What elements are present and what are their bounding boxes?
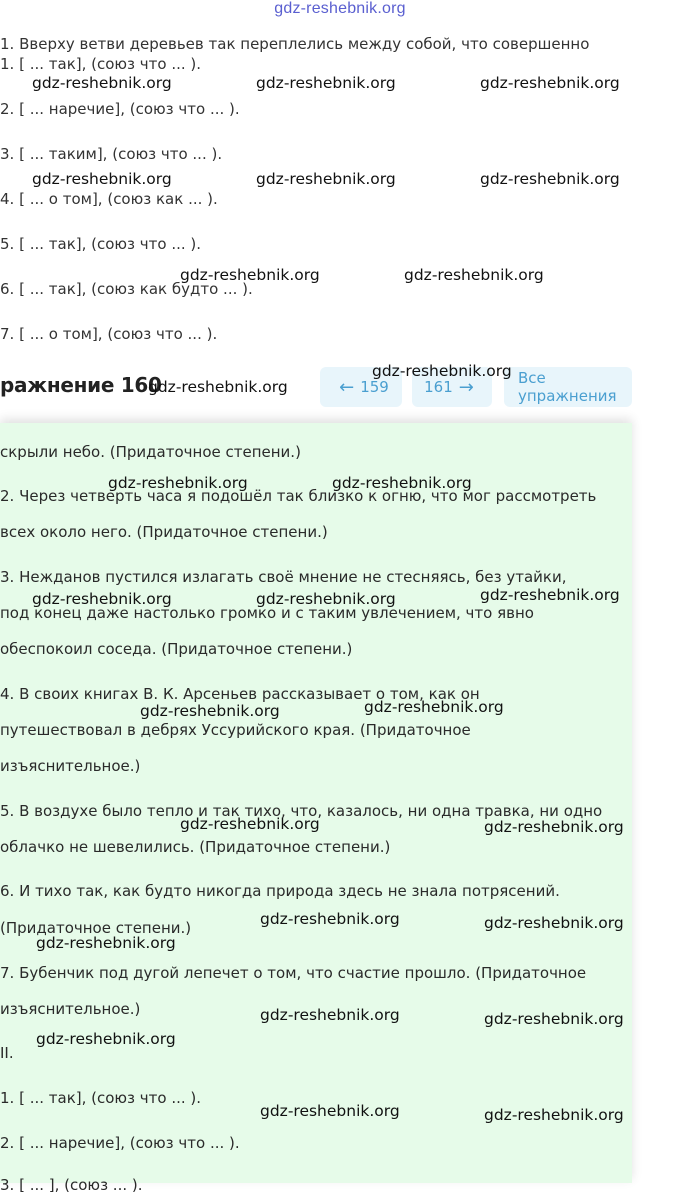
watermark: gdz-reshebnik.org <box>180 815 320 833</box>
watermark: gdz-reshebnik.org <box>32 74 172 92</box>
answer-line: 4. В своих книгах В. К. Арсеньев рассказывает о том, как он <box>0 685 480 703</box>
answer-line: скрыли небо. (Придаточное степени.) <box>0 443 301 461</box>
watermark: gdz-reshebnik.org <box>256 590 396 608</box>
all-exercises-button[interactable] <box>504 367 632 407</box>
scheme-line: 2. [ ... наречие], (союз что ... ). <box>0 1134 240 1152</box>
watermark: gdz-reshebnik.org <box>32 590 172 608</box>
arrow-right-icon: → <box>458 376 474 398</box>
watermark: gdz-reshebnik.org <box>480 170 620 188</box>
watermark: gdz-reshebnik.org <box>484 818 624 836</box>
exercise-title: ражнение 160 <box>0 373 162 397</box>
answer-line: 6. И тихо так, как будто никогда природа здесь не знала потрясений. <box>0 882 560 900</box>
watermark: gdz-reshebnik.org <box>332 474 472 492</box>
watermark: gdz-reshebnik.org <box>108 474 248 492</box>
watermark: gdz-reshebnik.org <box>484 1106 624 1124</box>
answer-line: изъяснительное.) <box>0 1000 141 1018</box>
prev-exercise-label: 159 <box>360 378 389 396</box>
watermark: gdz-reshebnik.org <box>372 362 512 380</box>
watermark: gdz-reshebnik.org <box>480 586 620 604</box>
watermark: gdz-reshebnik.org <box>480 74 620 92</box>
watermark: gdz-reshebnik.org <box>260 910 400 928</box>
next-exercise-label: 161 <box>424 378 453 396</box>
watermark: gdz-reshebnik.org <box>148 378 288 396</box>
answer-line: под конец даже настолько громко и с таким увлечением, что явно <box>0 604 534 622</box>
scheme-line: 6. [ ... так], (союз как будто ... ). <box>0 280 253 298</box>
site-logo-text[interactable]: gdz-reshebnik.org <box>274 0 406 17</box>
scheme-line: 3. [ ... таким], (союз что ... ). <box>0 145 223 163</box>
answer-line: обеспокоил соседа. (Придаточное степени.) <box>0 640 353 658</box>
answer-line: (Придаточное степени.) <box>0 919 192 937</box>
scheme-line: 5. [ ... так], (союз что ... ). <box>0 235 202 253</box>
section-numeral: II. <box>0 1044 14 1062</box>
answer-line: 7. Бубенчик под дугой лепечет о том, что счастие прошло. (Придаточное <box>0 964 587 982</box>
answer-line: 5. В воздухе было тепло и так тихо, что, казалось, ни одна травка, ни одно <box>0 802 603 820</box>
cropped-text-line: 3. [ ... ], (союз ... ). <box>0 1176 143 1194</box>
answer-line: путешествовал в дебрях Уссурийского края. (Придаточное <box>0 721 471 739</box>
all-exercises-label: Все упражнения <box>518 369 617 405</box>
watermark: gdz-reshebnik.org <box>36 934 176 952</box>
answer-line: облачко не шевелились. (Придаточное степени.) <box>0 838 391 856</box>
watermark: gdz-reshebnik.org <box>404 266 544 284</box>
watermark: gdz-reshebnik.org <box>484 914 624 932</box>
watermark: gdz-reshebnik.org <box>180 266 320 284</box>
scheme-line: 1. [ ... так], (союз что ... ). <box>0 1089 202 1107</box>
answer-line: 3. Нежданов пустился излагать своё мнение не стесняясь, без утайки, <box>0 568 567 586</box>
arrow-left-icon: ← <box>339 376 355 398</box>
scheme-line: 7. [ ... о том], (союз что ... ). <box>0 325 218 343</box>
watermark: gdz-reshebnik.org <box>256 74 396 92</box>
scheme-line: 2. [ ... наречие], (союз что ... ). <box>0 100 240 118</box>
watermark: gdz-reshebnik.org <box>260 1006 400 1024</box>
watermark: gdz-reshebnik.org <box>260 1102 400 1120</box>
scheme-line: 4. [ ... о том], (союз как ... ). <box>0 190 218 208</box>
watermark: gdz-reshebnik.org <box>364 698 504 716</box>
watermark: gdz-reshebnik.org <box>140 702 280 720</box>
answer-line: всех около него. (Придаточное степени.) <box>0 523 328 541</box>
watermark: gdz-reshebnik.org <box>32 170 172 188</box>
answer-panel <box>0 423 632 1194</box>
watermark: gdz-reshebnik.org <box>36 1030 176 1048</box>
answer-line: изъяснительное.) <box>0 757 141 775</box>
watermark: gdz-reshebnik.org <box>484 1010 624 1028</box>
scheme-line: 1. [ ... так], (союз что ... ). <box>0 55 202 73</box>
cropped-text-line: 1. Вверху ветви деревьев так переплелись между собой, что совершенно <box>0 35 590 53</box>
answer-line: 2. Через четверть часа я подошёл так близко к огню, что мог рассмотреть <box>0 487 597 505</box>
watermark: gdz-reshebnik.org <box>256 170 396 188</box>
